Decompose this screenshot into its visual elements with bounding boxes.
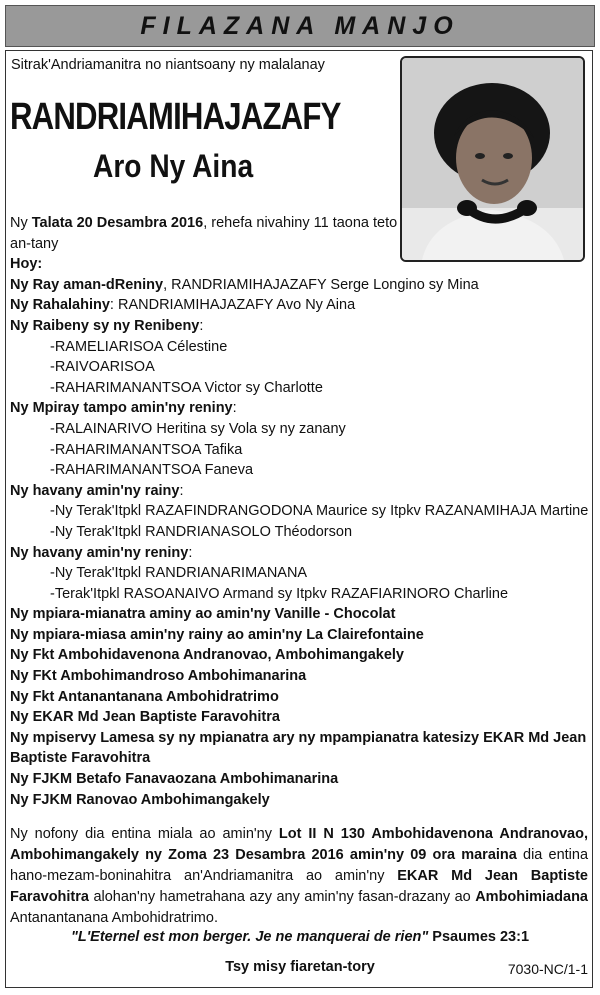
death-date: Talata 20 Desambra 2016 [31, 215, 204, 231]
mother-sibling-item: -RALAINARIVO Heritina sy Vola sy ny zanany [50, 420, 346, 437]
death-line-2: an-tany [10, 235, 59, 252]
intro-text: Sitrak'Andriamanitra no niantsoany ny malalanay [11, 57, 325, 73]
father-relatives-label: Ny havany amin'ny rainy: [10, 482, 184, 499]
closing-line: Tsy misy fiaretan-tory [225, 959, 375, 975]
parents-line: Ny Ray aman-dReniny, RANDRIAMIHAJAZAFY Serge Longino sy Mina [10, 276, 479, 293]
reference-code: 7030-NC/1-1 [507, 961, 588, 977]
father-relative-item: -Ny Terak'Itpkl RAZAFINDRANGODONA Maurice sy Itpkv RAZANAMIHAJA Martine [50, 503, 589, 520]
group-line: Ny FKt Ambohimandroso Ambohimanarina [10, 668, 307, 685]
group-line: Baptiste Faravohitra [10, 750, 151, 767]
grandparent-item: -RAHARIMANANTSOA Victor sy Charlotte [50, 379, 323, 396]
group-line: Ny mpiservy Lamesa sy ny mpianatra ary ny mpampianatra katesizy EKAR Md Jean [10, 729, 587, 746]
mother-relatives-label: Ny havany amin'ny reniny: [10, 544, 193, 561]
father-relative-item: -Ny Terak'Itpkl RANDRIANASOLO Théodorson [50, 523, 353, 540]
group-line: Ny mpiara-mianatra aminy ao amin'ny Vanille - Chocolat [10, 606, 396, 623]
mother-sibling-item: -RAHARIMANANTSOA Faneva [50, 462, 254, 479]
mother-sibling-item: -RAHARIMANANTSOA Tafika [50, 441, 243, 458]
death-line: Ny Talata 20 Desambra 2016, rehefa nivahiny 11 taona teto [10, 215, 398, 231]
group-line: Ny FJKM Betafo Fanavaozana Ambohimanarina [10, 771, 339, 788]
quote-reference: Psaumes 23:1 [428, 929, 530, 945]
mother-siblings-label: Ny Mpiray tampo amin'ny reniny: [10, 400, 237, 417]
deceased-given-names: Aro Ny Aina [93, 148, 254, 184]
group-line: Ny EKAR Md Jean Baptiste Faravohitra [10, 709, 280, 726]
mother-relative-item: -Ny Terak'Itpkl RANDRIANARIMANANA [50, 565, 308, 582]
bible-quote [0, 929, 600, 945]
notice-body [10, 213, 588, 810]
group-line: Ny mpiara-miasa amin'ny rainy ao amin'ny La Clairefontaine [10, 626, 424, 643]
siblings-line: Ny Rahalahiny: RANDRIAMIHAJAZAFY Avo Ny Aina [10, 297, 356, 314]
group-line: Ny Fkt Antanantanana Ambohidratrimo [10, 688, 279, 705]
funeral-paragraph: Ny nofony dia entina miala ao amin'ny Lot II N 130 Ambohidavenona Andranovao, Ambohimangakely ny Zoma 23 Desambra 2016 amin'ny 09 ora maraina dia entina hano-mezam-boninahitra an'Andriamanitra ao amin'ny EKAR Md Jean Baptiste Faravohitra alohan'ny hametrahana azy any amin'ny fasan-drazany ao Ambohimiadana Antanantanana Ambohidratrimo. [10, 826, 589, 926]
grandparents-label: Ny Raibeny sy ny Renibeny: [10, 317, 204, 334]
mother-relative-item: -Terak'Itpkl RASOANAIVO Armand sy Itpkv RAZAFIARINORO Charline [50, 585, 509, 602]
grandparent-item: -RAMELIARISOA Célestine [50, 338, 228, 355]
group-line: Ny FJKM Ranovao Ambohimangakely [10, 791, 270, 808]
banner-title: FILAZANA MANJO [140, 11, 460, 40]
group-line: Ny Fkt Ambohidavenona Andranovao, Ambohimangakely [10, 647, 404, 664]
quote-text: "L'Eternel est mon berger. Je ne manquerai de rien" [70, 929, 429, 945]
title-banner [5, 5, 595, 47]
grandparent-item: -RAIVOARISOA [50, 359, 155, 376]
deceased-surname: RANDRIAMIHAJAZAFY [10, 96, 341, 138]
hoy-label: Hoy: [10, 256, 43, 273]
